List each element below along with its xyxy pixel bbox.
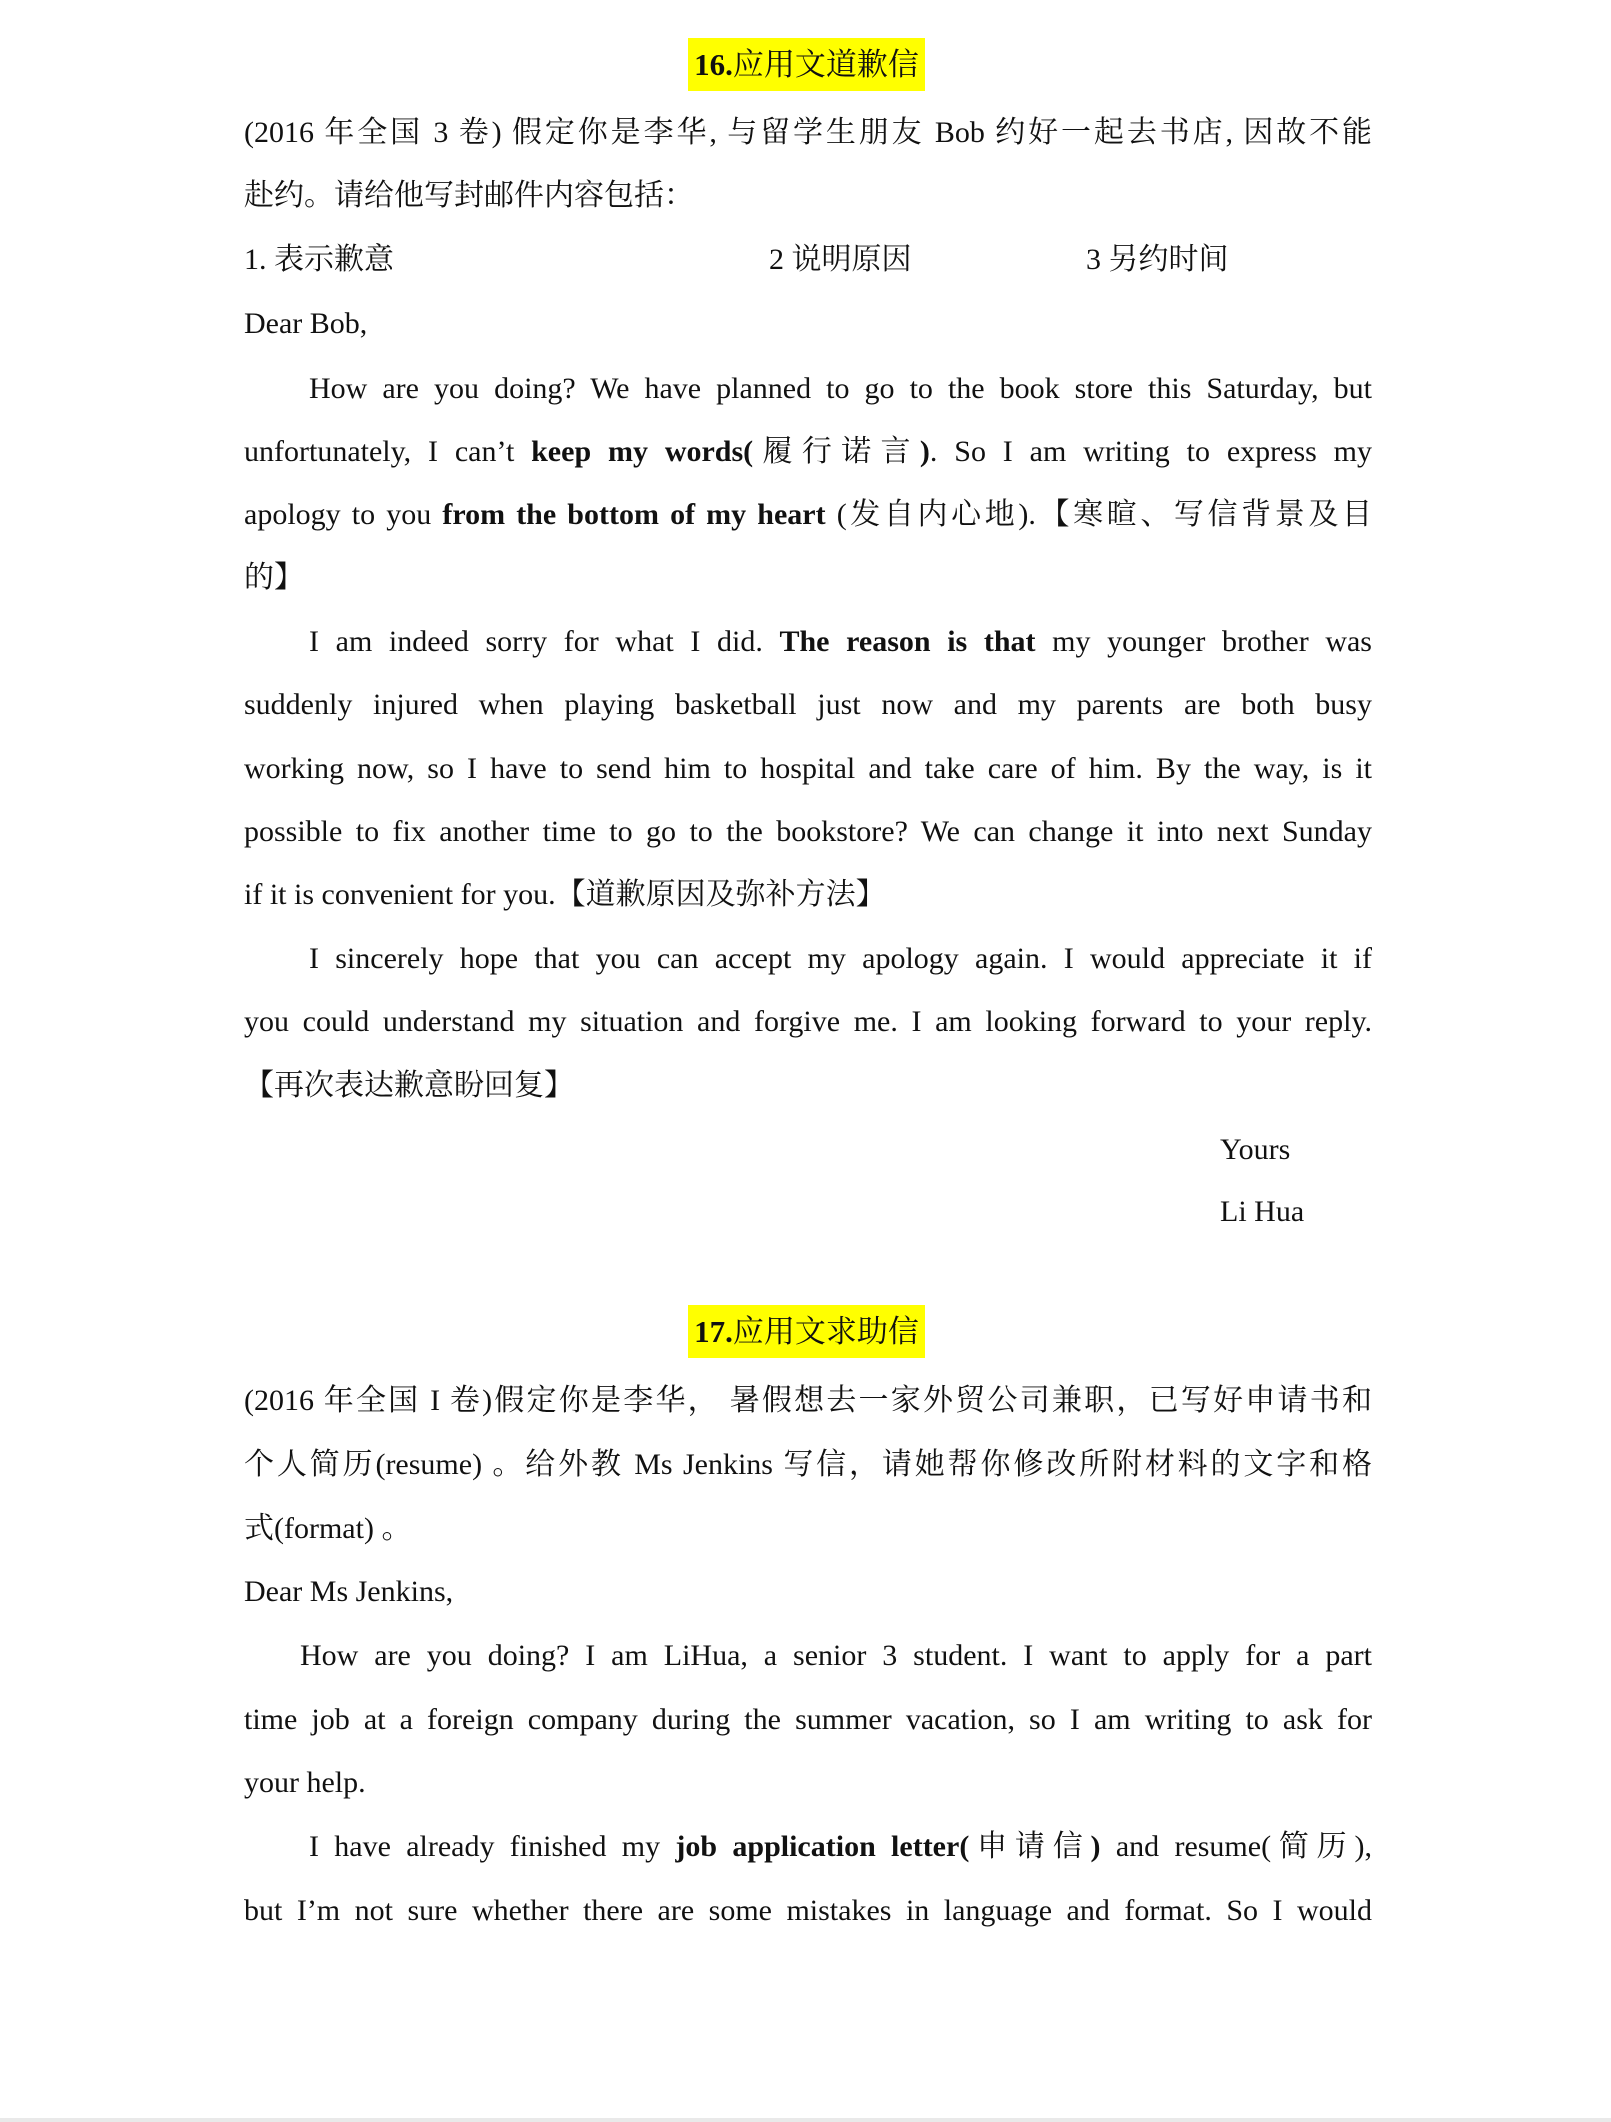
paragraph-2-line-1 xyxy=(309,1825,1372,1869)
prompt-line-1: (2016 年全国 I 卷)假定你是李华， 暑假想去一家外贸公司兼职，已写好申请书和 xyxy=(244,1384,1372,1417)
section-17-title xyxy=(688,1305,925,1358)
bold-paren: ) xyxy=(1090,1830,1101,1863)
text: . So I am writing to express my xyxy=(929,435,1372,468)
paragraph-1-line-1: How are you doing? I am LiHua, a senior 3 student. I want to apply for a part xyxy=(300,1639,1372,1672)
text: I have already finished my xyxy=(309,1830,676,1863)
bold-phrase: from the bottom of my heart xyxy=(442,498,826,531)
bold-paren: ) xyxy=(919,435,930,468)
text: unfortunately, I can’t xyxy=(244,435,532,468)
bold-gloss: 履行诺言 xyxy=(753,435,920,468)
requirement-2: 2 说明原因 xyxy=(769,243,912,276)
text: my younger brother was xyxy=(1035,625,1372,658)
gloss: 申请信 xyxy=(969,1830,1091,1863)
title-number: 17. xyxy=(694,1314,733,1349)
closing: Yours xyxy=(1220,1133,1291,1166)
requirement-3: 3 另约时间 xyxy=(1086,243,1229,276)
bold-phrase: job application letter( xyxy=(675,1830,970,1863)
paragraph-1-line-4: 的】 xyxy=(244,561,304,594)
paragraph-2-line-3: working now, so I have to send him to hospital and take care of him. By the way, is it xyxy=(244,752,1372,785)
paragraph-3-line-3: 【再次表达歉意盼回复】 xyxy=(244,1069,574,1102)
bold-phrase: The reason is that xyxy=(779,625,1036,658)
requirement-1: 1. 表示歉意 xyxy=(244,243,394,276)
page-bottom-edge xyxy=(0,2118,1611,2122)
paragraph-1-line-3: your help. xyxy=(244,1766,366,1799)
paragraph-3-line-1: I sincerely hope that you can accept my apology again. I would appreciate it if xyxy=(309,942,1372,975)
paragraph-2-line-2: suddenly injured when playing basketball just now and my parents are both busy xyxy=(244,688,1372,721)
prompt-line-2: 赴约。请给他写封邮件内容包括： xyxy=(244,179,694,212)
salutation: Dear Bob, xyxy=(244,307,368,340)
text: apology to you xyxy=(244,498,443,531)
section-16-title xyxy=(688,38,925,91)
requirements-list xyxy=(244,238,1372,282)
salutation: Dear Ms Jenkins, xyxy=(244,1575,454,1608)
paragraph-1-line-1: How are you doing? We have planned to go to the book store this Saturday, but xyxy=(309,372,1372,405)
title-text: 应用文求助信 xyxy=(732,1314,919,1349)
paragraph-3-line-2: you could understand my situation and forgive me. I am looking forward to your reply. xyxy=(244,1005,1372,1038)
title-number: 16. xyxy=(694,47,733,82)
title-text: 应用文道歉信 xyxy=(732,47,919,82)
paragraph-1-line-2 xyxy=(244,430,1372,474)
text: and resume(简历), xyxy=(1100,1830,1372,1863)
signature: Li Hua xyxy=(1220,1195,1305,1228)
paragraph-2-line-4: possible to fix another time to go to the bookstore? We can change it into next Sunday xyxy=(244,815,1372,848)
paragraph-1-line-3 xyxy=(244,493,1372,537)
text: (发自内心地).【寒暄、写信背景及目 xyxy=(825,498,1372,531)
text: I am indeed sorry for what I did. xyxy=(309,625,780,658)
prompt-line-1: (2016 年全国 3 卷) 假定你是李华, 与留学生朋友 Bob 约好一起去书店, 因故不能 xyxy=(244,116,1372,149)
bold-phrase: keep my words( xyxy=(531,435,754,468)
prompt-line-3: 式(format) 。 xyxy=(244,1512,412,1545)
paragraph-2-line-5: if it is convenient for you.【道歉原因及弥补方法】 xyxy=(244,878,886,911)
prompt-line-2: 个人简历(resume) 。给外教 Ms Jenkins 写信，请她帮你修改所附材料的文字和格 xyxy=(244,1448,1372,1481)
paragraph-2-line-2: but I’m not sure whether there are some mistakes in language and format. So I would xyxy=(244,1894,1372,1927)
paragraph-2-line-1 xyxy=(309,620,1372,664)
paragraph-1-line-2: time job at a foreign company during the summer vacation, so I am writing to ask for xyxy=(244,1703,1372,1736)
